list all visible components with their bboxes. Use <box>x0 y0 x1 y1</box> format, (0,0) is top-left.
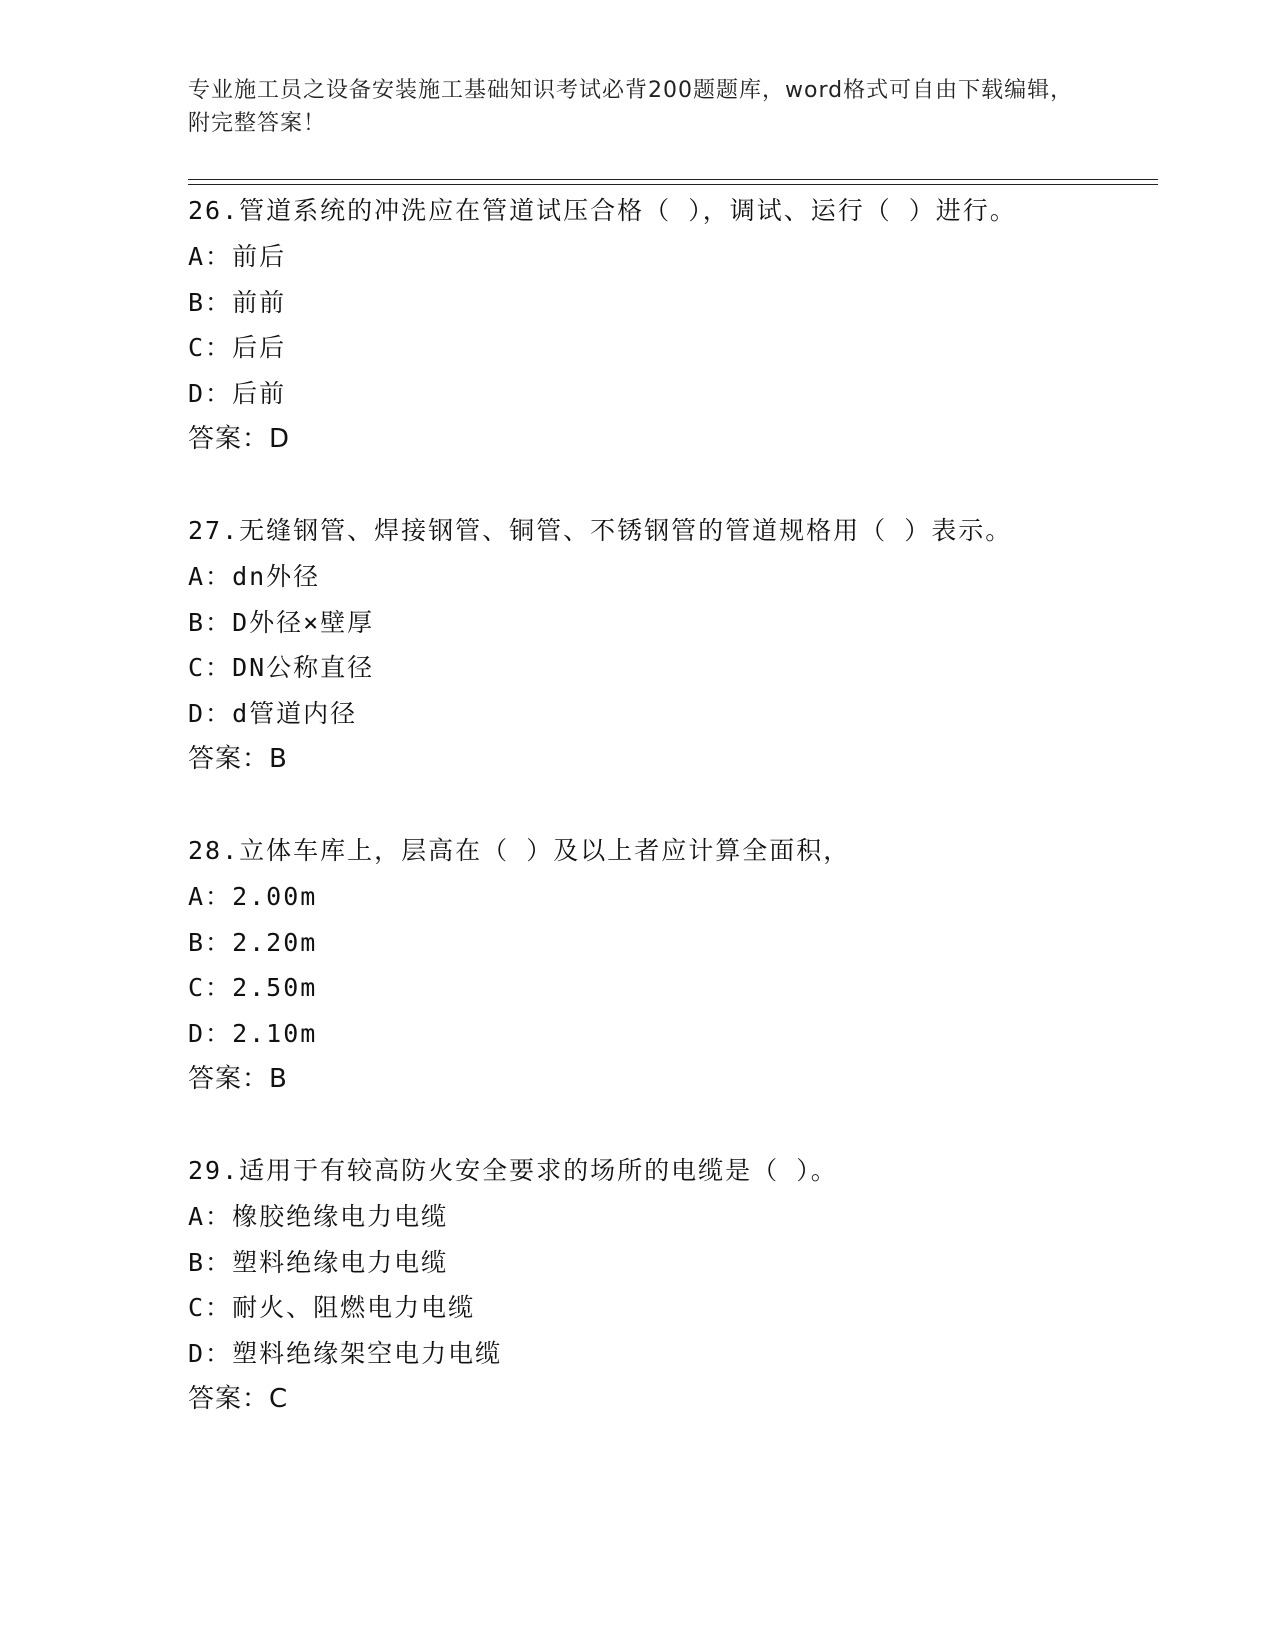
option-text: 2.20m <box>232 927 318 957</box>
option-a <box>188 234 1168 280</box>
option-key: C： <box>188 1293 233 1322</box>
option-text: 橡胶绝缘电力电缆 <box>232 1202 449 1231</box>
option-c <box>188 965 1168 1011</box>
option-key: C： <box>188 973 233 1002</box>
option-d <box>188 1331 1168 1377</box>
answer-line: 答案：B <box>188 744 288 774</box>
document-header: 专业施工员之设备安装施工基础知识考试必背200题题库，word格式可自由下载编辑，附完整答案！ <box>188 78 1074 136</box>
option-text: 耐火、阻燃电力电缆 <box>232 1293 476 1322</box>
option-text: 后前 <box>232 378 287 408</box>
option-text: 后后 <box>232 333 287 362</box>
option-key: A： <box>188 882 233 911</box>
option-text: DN公称直径 <box>232 653 375 682</box>
option-key: C： <box>188 333 233 362</box>
option-c <box>188 325 1168 371</box>
option-key: B： <box>188 287 233 317</box>
question-stem: 27.无缝钢管、焊接钢管、铜管、不锈钢管的管道规格用（ ）表示。 <box>188 516 1013 545</box>
option-key: D： <box>188 378 233 408</box>
option-key: A： <box>188 1202 233 1231</box>
question-stem: 29.适用于有较高防火安全要求的场所的电缆是（ ）。 <box>188 1156 838 1185</box>
option-text: 前后 <box>232 242 287 271</box>
option-text: 2.10m <box>232 1018 318 1048</box>
option-text: 2.50m <box>232 973 318 1002</box>
option-text: 2.00m <box>232 882 318 911</box>
option-text: dn外径 <box>232 562 321 591</box>
question-stem: 28.立体车库上，层高在（ ）及以上者应计算全面积， <box>188 836 851 865</box>
question-stem: 26.管道系统的冲洗应在管道试压合格（ ），调试、运行（ ）进行。 <box>188 196 1017 225</box>
option-d <box>188 371 1168 417</box>
option-d <box>188 1011 1168 1057</box>
answer-line: 答案：B <box>188 1064 288 1094</box>
option-c <box>188 645 1168 691</box>
question-block <box>188 508 1168 782</box>
option-text: 前前 <box>232 287 287 317</box>
option-key: A： <box>188 562 233 591</box>
option-key: B： <box>188 1247 233 1277</box>
option-key: B： <box>188 607 233 637</box>
question-block <box>188 188 1168 462</box>
option-text: d管道内径 <box>232 698 358 728</box>
option-text: 塑料绝缘架空电力电缆 <box>232 1338 503 1368</box>
answer-line: 答案：D <box>188 424 291 454</box>
option-key: D： <box>188 1338 233 1368</box>
option-b <box>188 280 1168 326</box>
option-b <box>188 600 1168 646</box>
question-block <box>188 1148 1168 1422</box>
option-key: D： <box>188 698 233 728</box>
option-key: C： <box>188 653 233 682</box>
option-b <box>188 920 1168 966</box>
option-b <box>188 1240 1168 1286</box>
answer-line: 答案：C <box>188 1384 289 1414</box>
option-text: D外径×壁厚 <box>232 607 375 637</box>
option-key: B： <box>188 927 233 957</box>
question-block <box>188 828 1168 1102</box>
option-a <box>188 554 1168 600</box>
option-d <box>188 691 1168 737</box>
option-text: 塑料绝缘电力电缆 <box>232 1247 449 1277</box>
header-divider-top <box>188 179 1158 180</box>
option-a <box>188 1194 1168 1240</box>
option-key: D： <box>188 1018 233 1048</box>
option-key: A： <box>188 242 233 271</box>
option-c <box>188 1285 1168 1331</box>
header-divider-bottom <box>188 184 1158 185</box>
option-a <box>188 874 1168 920</box>
